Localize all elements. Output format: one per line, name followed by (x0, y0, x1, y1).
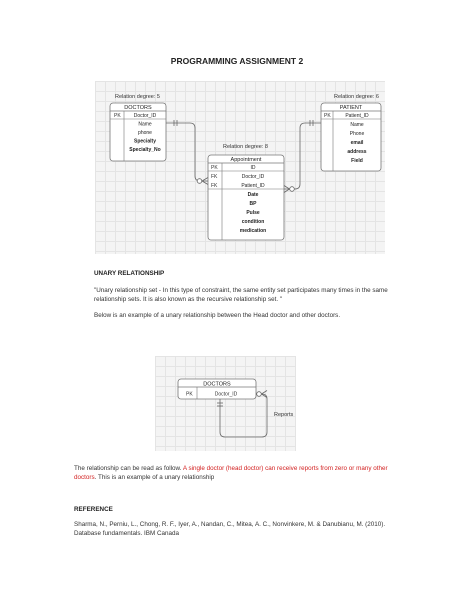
patient-table-key-cell: PK (324, 113, 331, 119)
doctors-table-row (114, 113, 157, 119)
doctors-table-attr-cell: Name (138, 121, 152, 128)
appointment-table-row (248, 192, 259, 198)
erd-diagram-unary (155, 356, 296, 451)
doctors-table-name: DOCTORS (124, 105, 152, 111)
appointment-table-row (240, 228, 266, 234)
doctors-table-row (138, 130, 152, 136)
patient-table-attr-cell: address (347, 149, 367, 155)
doctors-table-attr-cell: Specialty_No (129, 147, 161, 153)
reports-label: Reports (274, 412, 294, 418)
unary-example-intro: Below is an example of a unary relationship between the Head doctor and other doctors. (94, 312, 341, 319)
doctors-table-attr-cell: phone (138, 130, 152, 136)
appointment-table-row (246, 210, 260, 216)
patient-table-row (351, 140, 364, 146)
doctors-unary-table (178, 379, 256, 399)
erd-unary-canvas (155, 356, 296, 451)
appointment-table-key-cell: PK (211, 165, 218, 171)
doctors-table-row (134, 139, 156, 145)
doctors-unary-key: PK (186, 391, 193, 398)
appointment-table-attr-cell: ID (250, 165, 256, 171)
patient-table-row (351, 158, 363, 164)
patient-table-attr-cell: Field (351, 158, 363, 164)
patient-table-attr-cell: Name (350, 122, 364, 128)
doctors-table (110, 103, 166, 161)
appointment-table-attr-cell: Doctor_ID (241, 174, 265, 180)
erd-diagram-hospital (95, 81, 385, 254)
patient-table-attr-cell: Phone (349, 131, 365, 137)
connector-doctors-appointment (166, 120, 208, 185)
appointment-table-attr-cell: Pulse (246, 210, 260, 216)
patient-table-row (350, 122, 364, 128)
patient-table-name: PATIENT (339, 105, 363, 111)
patient-degree-label: Relation degree: 6 (334, 94, 379, 100)
appointment-table-key-cell: FK (211, 183, 218, 189)
relationship-reading (74, 464, 404, 482)
doctors-table-row (138, 122, 152, 128)
erd-diagram-canvas (95, 81, 385, 254)
page-title: PROGRAMMING ASSIGNMENT 2 (170, 56, 304, 66)
appointment-table-row (242, 219, 265, 225)
appointment-table-attr-cell: condition (241, 219, 265, 225)
appointment-table-name: Appointment (230, 157, 262, 163)
appointment-table-attr-cell: Date (247, 192, 259, 198)
reference-heading: REFERENCE (74, 506, 113, 513)
doctors-unary-attr: Doctor_ID (214, 391, 238, 398)
reference-citation: Sharma, N., Perniu, L., Chong, R. F., Iyer, A., Nandan, C., Mitea, A. C., Nonvinkere, M. & Danubianu, M. (2010). Database fundamentals. IBM Canada (74, 521, 386, 537)
patient-table-attr-cell: Patient_ID (345, 113, 369, 119)
doctors-table-key-cell: PK (114, 113, 121, 119)
unary-heading: UNARY RELATIONSHIP (94, 270, 165, 277)
appointment-table-attr-cell: medication (239, 228, 267, 234)
doctors-table-attr-cell: Doctor_ID (133, 113, 157, 119)
appointment-degree-label: Relation degree: 8 (223, 144, 268, 150)
appointment-table-key-cell: FK (211, 174, 218, 180)
relationship-highlight: A single doctor (head doctor) can receive reports from zero or many other doctors (74, 465, 388, 481)
doctors-table-row (129, 147, 160, 153)
patient-table (321, 103, 381, 171)
appointment-table (208, 155, 284, 240)
connector-patient-appointment (284, 120, 321, 193)
doctors-table-attr-cell: Specialty (134, 138, 156, 145)
appointment-table-attr-cell: Patient_ID (241, 183, 265, 189)
relationship-prefix: The relationship can be read as follow. (74, 465, 183, 472)
appointment-table-row (250, 201, 258, 207)
doctors-degree-label: Relation degree: 5 (115, 94, 160, 100)
doctors-unary-table-name: DOCTORS (203, 381, 231, 388)
relationship-suffix: . This is an example of a unary relationship (94, 474, 215, 481)
patient-table-attr-cell: email (350, 140, 364, 146)
patient-table-row (350, 131, 365, 137)
patient-table-row (347, 149, 366, 155)
appointment-table-attr-cell: BP (249, 201, 257, 207)
unary-quote: "Unary relationship set - In this type of constraint, the same entity set participates many times in the same relationship sets. It is also known as the recursive relationship set. " (94, 287, 388, 303)
